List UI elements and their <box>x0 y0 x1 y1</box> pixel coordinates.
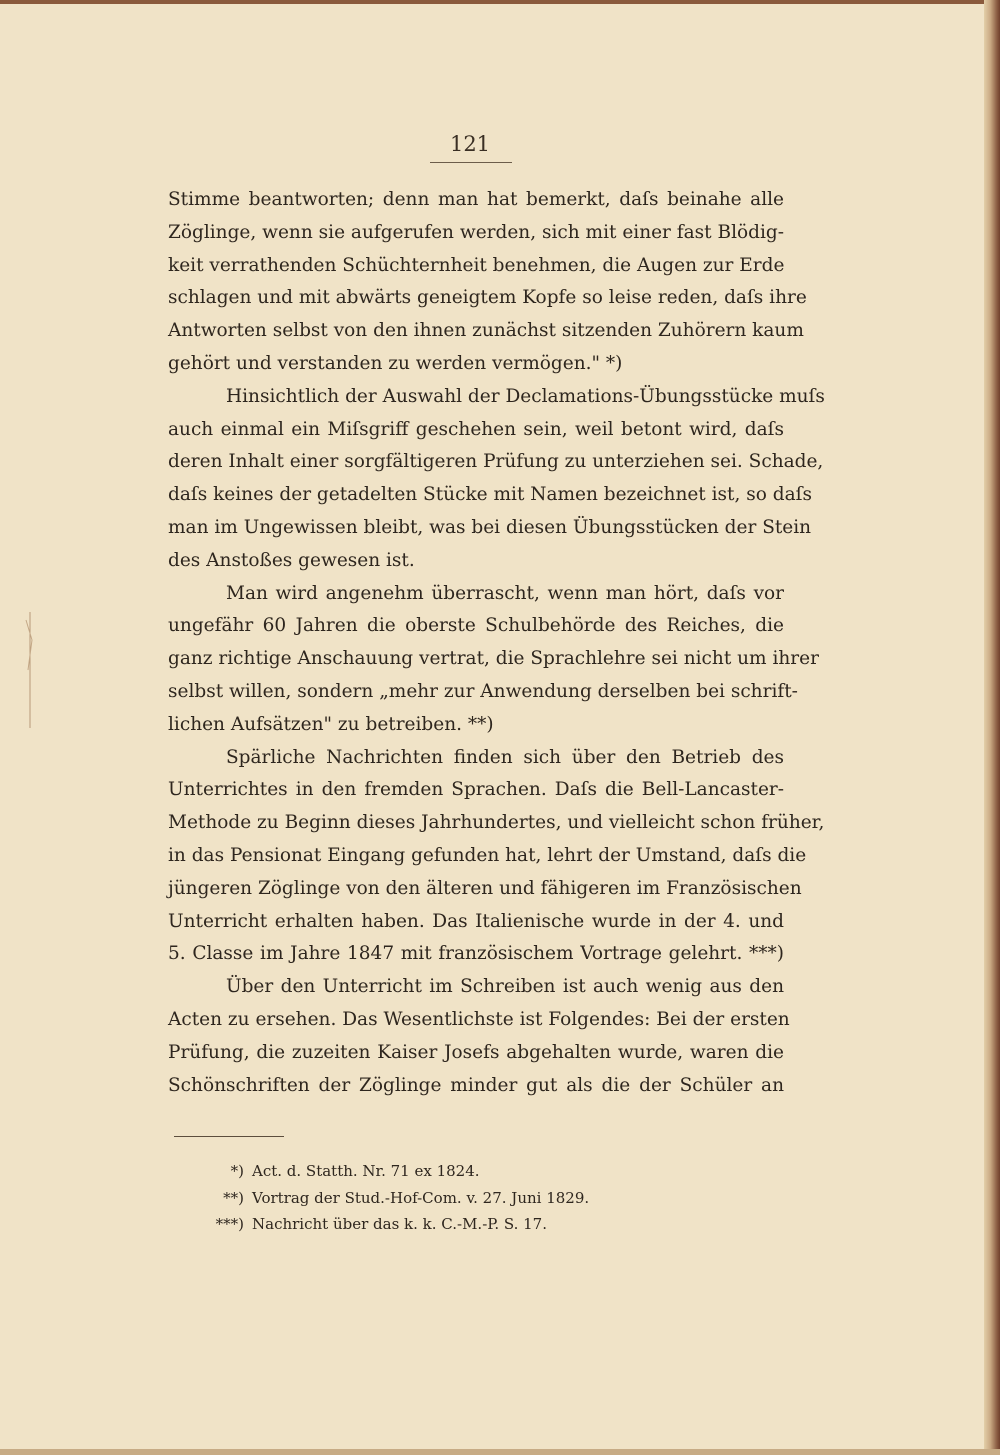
text-line: Über den Unterricht im Schreiben ist auch wenig aus den <box>226 976 784 998</box>
text-line: Zöglinge, wenn sie aufgerufen werden, sich mit einer fast Blödig- <box>168 221 784 243</box>
page-top-edge <box>0 0 1000 4</box>
footnote-text: Act. d. Statth. Nr. 71 ex 1824. <box>252 1162 480 1180</box>
text-line: Hinsichtlich der Auswahl der Declamations-Übungsstücke muſs <box>226 385 825 407</box>
footnote <box>200 1185 720 1212</box>
footnote-text: Vortrag der Stud.-Hof-Com. v. 27. Juni 1829. <box>252 1188 590 1207</box>
page-number: 121 <box>449 132 491 156</box>
text-line: Antworten selbst von den ihnen zunächst sitzenden Zuhörern kaum <box>168 320 804 342</box>
text-line: Spärliche Nachrichten finden sich über den Betrieb des <box>226 746 784 768</box>
text-line: lichen Aufsätzen" zu betreiben. **) <box>168 713 494 735</box>
text-line: selbst willen, sondern „mehr zur Anwendung derselben bei schrift- <box>168 680 798 702</box>
text-line: daſs keines der getadelten Stücke mit Namen bezeichnet ist, so daſs <box>168 484 812 506</box>
footnote <box>200 1211 720 1238</box>
margin-binding-mark <box>22 610 38 730</box>
text-line: des Anstoßes gewesen ist. <box>168 549 415 571</box>
text-line: schlagen und mit abwärts geneigtem Kopfe so leise reden, daſs ihre <box>168 287 807 309</box>
book-spine-edge <box>984 0 1000 1455</box>
text-line: Acten zu ersehen. Das Wesentlichste ist Folgendes: Bei der ersten <box>168 1008 790 1030</box>
text-line: deren Inhalt einer sorgfältigeren Prüfung zu unterziehen sei. Schade, <box>168 451 824 473</box>
text-line: man im Ungewissen bleibt, was bei diesen Übungsstücken der Stein <box>168 516 812 538</box>
footnote <box>200 1158 720 1185</box>
text-line: ganz richtige Anschauung vertrat, die Sprachlehre sei nicht um ihrer <box>168 648 819 670</box>
text-line: 5. Classe im Jahre 1847 mit französischem Vortrage gelehrt. ***) <box>168 943 784 965</box>
text-line: Unterricht erhalten haben. Das Italienische wurde in der 4. und <box>168 910 784 932</box>
footnote-rule <box>174 1136 284 1137</box>
page-number-rule <box>430 162 512 163</box>
text-line: keit verrathenden Schüchternheit benehmen, die Augen zur Erde <box>168 254 785 276</box>
text-line: Methode zu Beginn dieses Jahrhundertes, und vielleicht schon früher, <box>168 812 825 834</box>
footnote-text: Nachricht über das k. k. C.-M.-P. S. 17. <box>252 1215 547 1233</box>
text-line: ungefähr 60 Jahren die oberste Schulbehörde des Reiches, die <box>168 615 784 637</box>
footnote-mark: ***) <box>215 1215 244 1233</box>
text-line: Man wird angenehm überrascht, wenn man hört, daſs vor <box>226 582 784 604</box>
text-line: jüngeren Zöglinge von den älteren und fähigeren im Französischen <box>168 877 802 899</box>
text-line: Prüfung, die zuzeiten Kaiser Josefs abgehalten wurde, waren die <box>168 1041 784 1063</box>
text-line: Stimme beantworten; denn man hat bemerkt, daſs beinahe alle <box>168 189 784 210</box>
body-text <box>168 184 825 1102</box>
text-line: gehört und verstanden zu werden vermögen." *) <box>168 352 623 374</box>
text-line: Unterrichtes in den fremden Sprachen. Daſs die Bell-Lancaster- <box>168 779 784 801</box>
footnote-mark: **) <box>223 1188 244 1207</box>
text-line: Schönschriften der Zöglinge minder gut als die der Schüler an <box>168 1074 784 1096</box>
text-line: in das Pensionat Eingang gefunden hat, lehrt der Umstand, daſs die <box>168 844 807 866</box>
footnote-mark: *) <box>230 1162 244 1180</box>
footnotes <box>200 1158 720 1238</box>
text-line: auch einmal ein Miſsgriff geschehen sein, weil betont wird, daſs <box>168 418 784 440</box>
page-bottom-edge <box>0 1449 1000 1455</box>
